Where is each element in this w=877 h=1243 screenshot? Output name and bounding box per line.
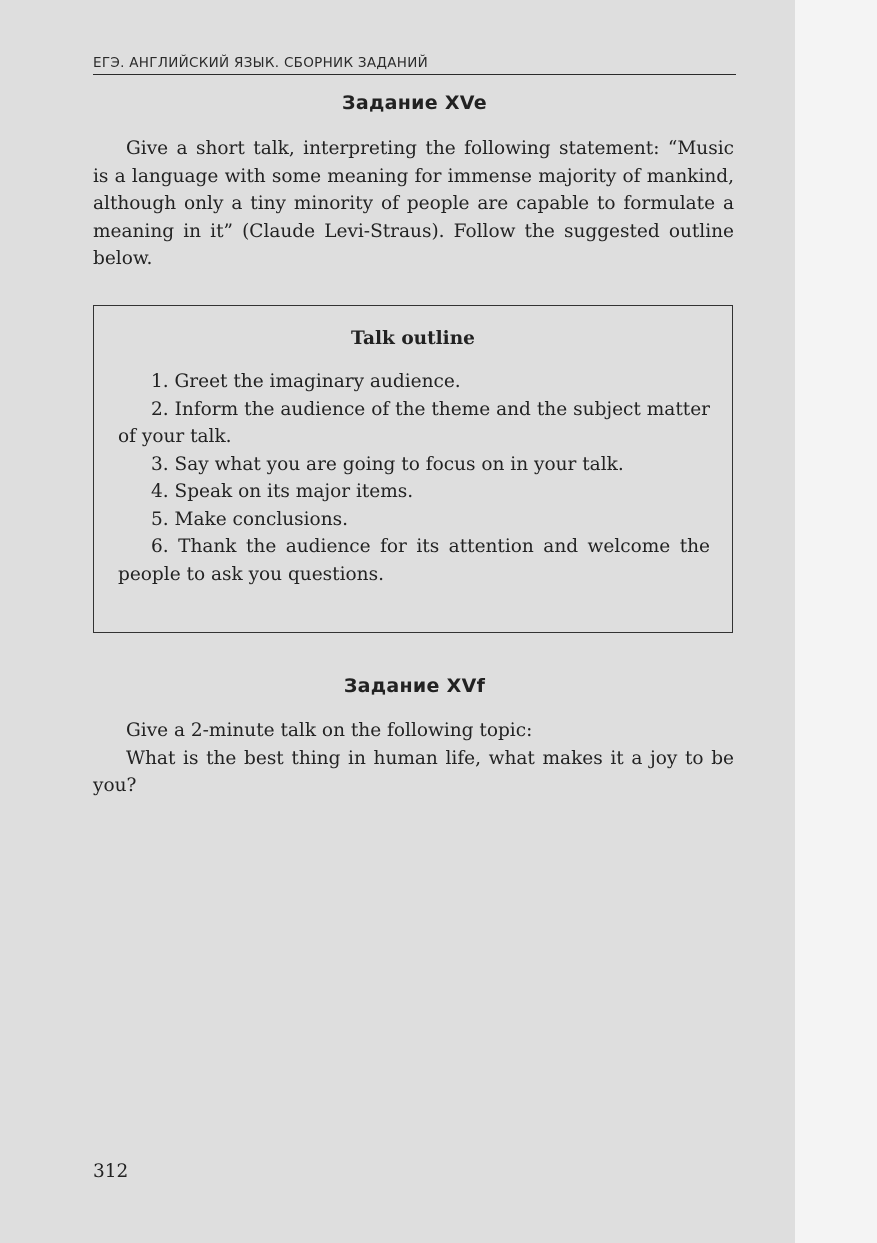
task-xve-instruction: Give a short talk, interpreting the following statement: “Music is a language with some meaning for immense majority of mankind, although only a tiny minority of people are capable to formulate a meaning in it” (Claude Levi-Straus). Follow the suggested outline below. (93, 138, 734, 269)
task-xve-title: Задание XVe (342, 92, 487, 114)
task-xvf-line-1: Give a 2-minute talk on the following topic: (126, 720, 533, 741)
outline-item: 6. Thank the audience for its attention and welcome the people to ask you questions. (118, 536, 710, 585)
task-xvf-line-2: What is the best thing in human life, what makes it a joy to be you? (93, 747, 734, 796)
running-header: ЕГЭ. АНГЛИЙСКИЙ ЯЗЫК. СБОРНИК ЗАДАНИЙ (93, 55, 736, 75)
page-number: 312 (93, 1161, 129, 1182)
outline-item: 4. Speak on its major items. (151, 481, 414, 502)
talk-outline-box (93, 305, 733, 633)
outline-item: 1. Greet the imaginary audience. (151, 371, 461, 392)
outline-item: 5. Make conclusions. (151, 508, 348, 530)
page-edge (795, 0, 877, 1243)
talk-outline-list (118, 368, 710, 588)
task-xvf-title: Задание XVf (343, 675, 486, 697)
talk-outline-title: Talk outline (351, 328, 475, 349)
outline-item: 3. Say what you are going to focus on in your talk. (151, 453, 624, 475)
outline-item: 2. Inform the audience of the theme and the subject matter of your talk. (118, 398, 710, 447)
